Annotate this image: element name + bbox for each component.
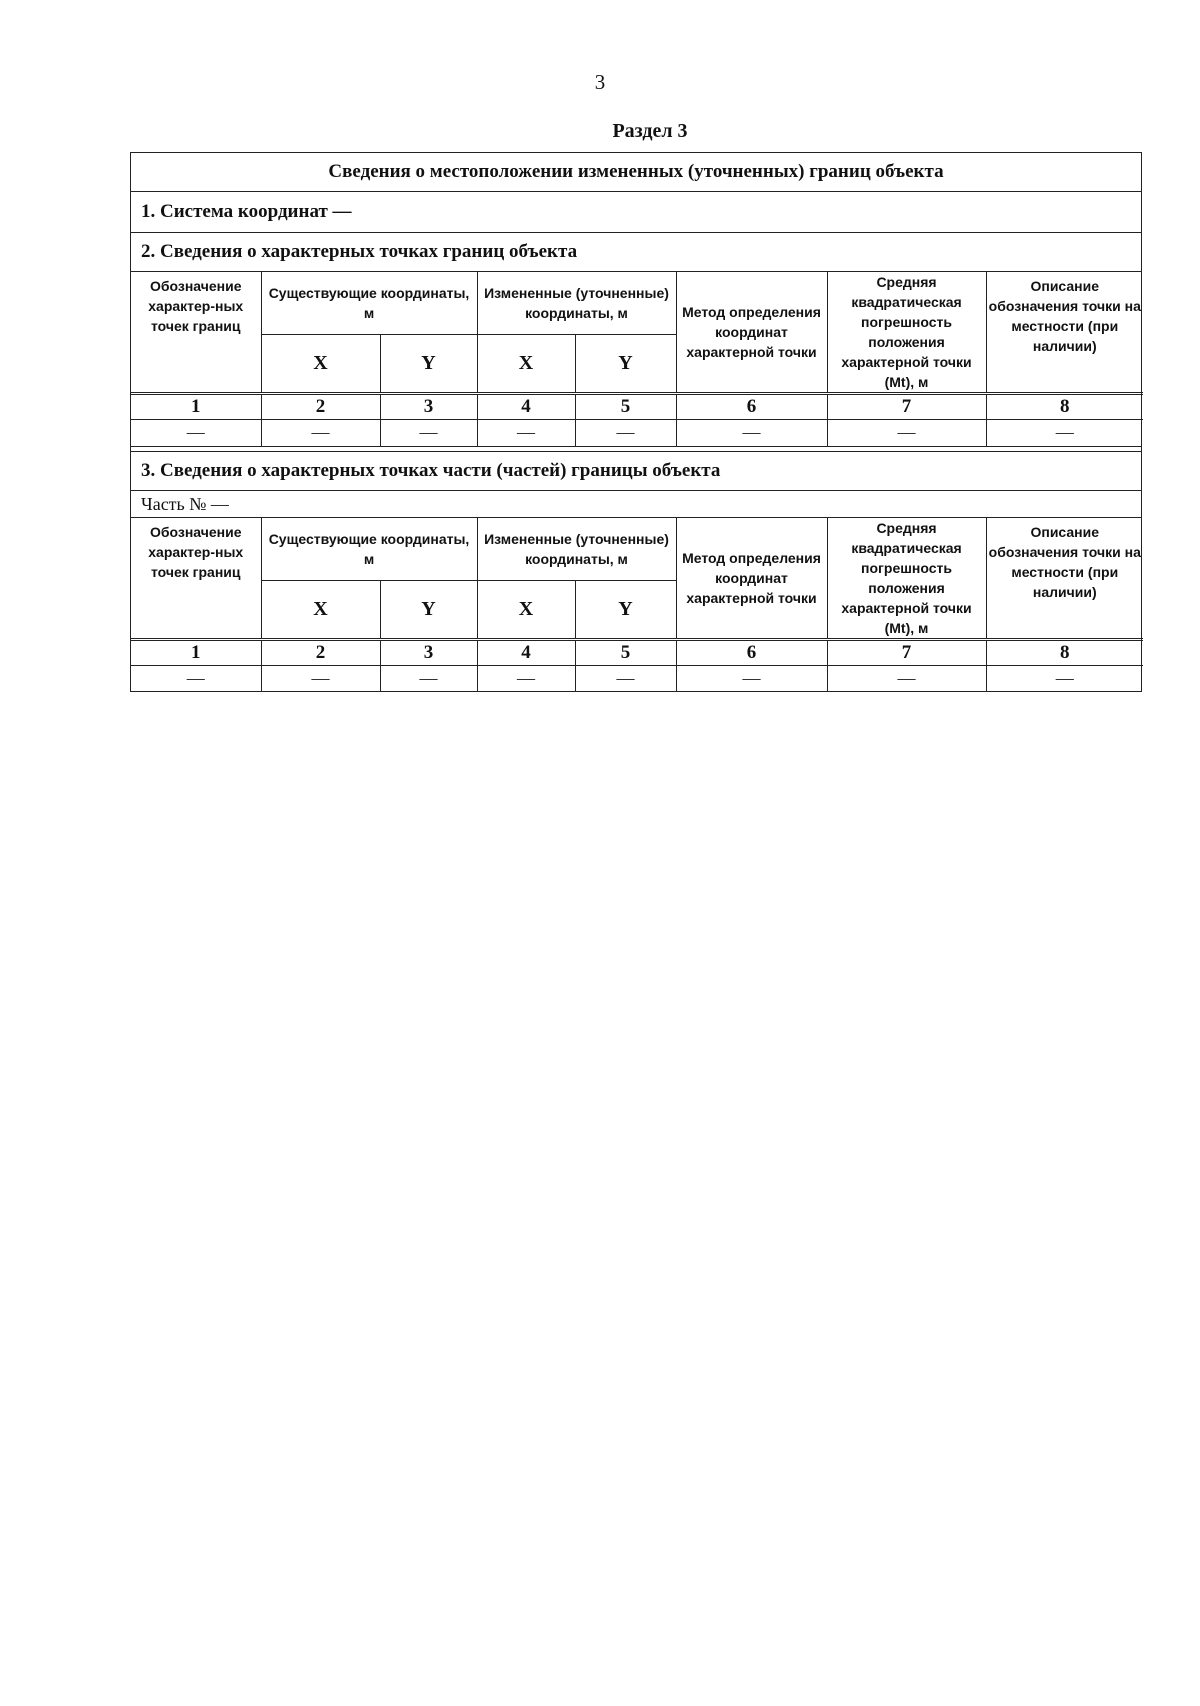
header-existing-x: X — [261, 580, 380, 639]
header-existing-coordinates: Существующие координаты, м — [261, 518, 477, 581]
header-changed-coordinates: Измененные (уточненные) координаты, м — [477, 272, 676, 335]
part-points-table — [131, 518, 1143, 692]
table-cell: — — [575, 665, 676, 691]
column-number: 6 — [676, 394, 827, 420]
points-section-title: 2. Сведения о характерных точках границ объекта — [131, 233, 1141, 272]
column-number-row — [131, 639, 1143, 665]
column-number: 1 — [131, 639, 261, 665]
header-description: Описание обозначения точки на местности (при наличии) — [986, 518, 1143, 640]
column-number: 8 — [986, 394, 1143, 420]
header-method: Метод определения координат характерной точки — [676, 518, 827, 640]
table-cell: — — [261, 420, 380, 446]
header-changed-y: Y — [575, 335, 676, 394]
table-cell: — — [676, 665, 827, 691]
column-number: 3 — [380, 639, 477, 665]
header-changed-y: Y — [575, 580, 676, 639]
column-number: 5 — [575, 639, 676, 665]
document-frame — [130, 152, 1142, 692]
header-existing-y: Y — [380, 335, 477, 394]
page-number: 3 — [594, 70, 606, 94]
table-cell: — — [380, 665, 477, 691]
table-cell: — — [477, 665, 575, 691]
column-number: 2 — [261, 639, 380, 665]
table-row — [131, 420, 1143, 446]
column-number: 3 — [380, 394, 477, 420]
column-number: 2 — [261, 394, 380, 420]
header-changed-coordinates: Измененные (уточненные) координаты, м — [477, 518, 676, 581]
table-cell: — — [986, 420, 1143, 446]
header-designation: Обозначение характер-ных точек границ — [131, 518, 261, 640]
main-title: Сведения о местоположении измененных (уточненных) границ объекта — [131, 153, 1141, 192]
column-number: 8 — [986, 639, 1143, 665]
table-cell: — — [261, 665, 380, 691]
table-cell: — — [827, 420, 986, 446]
header-description: Описание обозначения точки на местности (при наличии) — [986, 272, 1143, 394]
coordinate-system-line: 1. Система координат — — [131, 192, 1141, 233]
header-method: Метод определения координат характерной точки — [676, 272, 827, 394]
column-number: 7 — [827, 394, 986, 420]
column-number-row — [131, 394, 1143, 420]
header-existing-x: X — [261, 335, 380, 394]
part-label: Часть № — — [131, 491, 1141, 518]
column-number: 7 — [827, 639, 986, 665]
table-cell: — — [380, 420, 477, 446]
table-cell: — — [986, 665, 1143, 691]
table-cell: — — [131, 420, 261, 446]
table-row — [131, 665, 1143, 691]
parts-section-title: 3. Сведения о характерных точках части (частей) границы объекта — [131, 452, 1141, 491]
table-cell: — — [827, 665, 986, 691]
boundary-points-table — [131, 272, 1143, 446]
column-number: 4 — [477, 639, 575, 665]
table-cell: — — [131, 665, 261, 691]
header-error: Средняя квадратическая погрешность положения характерной точки (Mt), м — [827, 518, 986, 640]
section-title: Раздел 3 — [612, 120, 688, 142]
table-cell: — — [575, 420, 676, 446]
header-changed-x: X — [477, 335, 575, 394]
column-number: 6 — [676, 639, 827, 665]
header-existing-coordinates: Существующие координаты, м — [261, 272, 477, 335]
table-cell: — — [676, 420, 827, 446]
header-changed-x: X — [477, 580, 575, 639]
header-error: Средняя квадратическая погрешность положения характерной точки (Mt), м — [827, 272, 986, 394]
column-number: 1 — [131, 394, 261, 420]
column-number: 5 — [575, 394, 676, 420]
header-existing-y: Y — [380, 580, 477, 639]
table-cell: — — [477, 420, 575, 446]
header-designation: Обозначение характер-ных точек границ — [131, 272, 261, 394]
column-number: 4 — [477, 394, 575, 420]
